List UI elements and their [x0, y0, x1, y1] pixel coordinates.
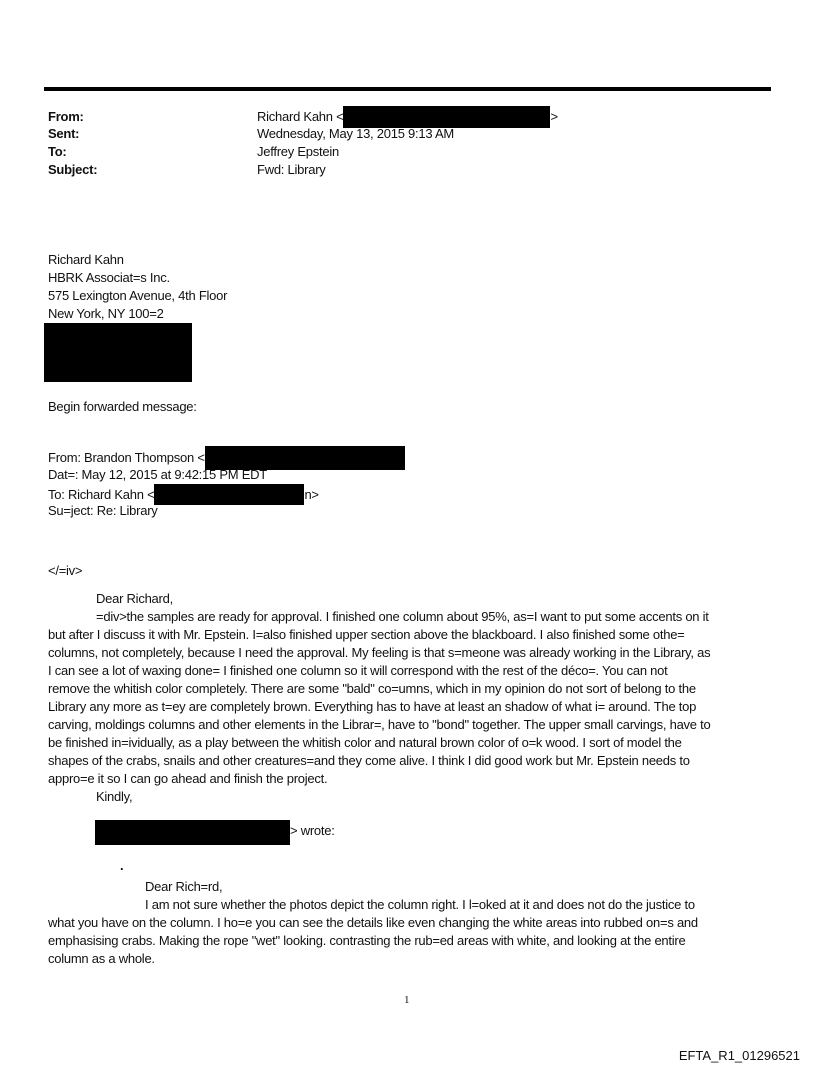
div-close: </=iv>: [48, 563, 83, 578]
body-line: emphasising crabs. Making the rope "wet" looking. contrasting the rub=ed areas with white, and looking at the entire: [48, 933, 686, 948]
fwd-to: To: Richard Kahn <: [48, 486, 155, 502]
from-tail: >: [550, 109, 558, 124]
body-line: columns, not completely, because I need the approval. My feeling is that s=meone was already working in the Library, as: [48, 645, 711, 660]
fwd-subject: Su=ject: Re: Library: [48, 503, 158, 518]
fwd-from: From: Brandon Thompson <: [48, 450, 205, 465]
body-line: carving, moldings columns and other elements in the Librar=, have to "bond" together. The upper small carvings, have to: [48, 717, 711, 732]
body-line: Library any more as t=ey are completely brown. Everything has to have at least an shadow of what i= around. The top: [48, 699, 697, 714]
bates-number: EFTA_R1_01296521: [678, 1048, 800, 1063]
body-line: I can see a lot of waxing done= I finished one column so it will correspond with the rest of the déco=. You can not: [48, 663, 668, 678]
body-line: remove the whitish color completely. There are some "bald" co=umns, which in my opinion do not sort of belong to the: [48, 681, 696, 696]
body-line: but after I discuss it with Mr. Epstein. I=also finished upper section above the blackboard. I also finished some othe=: [48, 627, 685, 642]
sent-label: Sent:: [48, 126, 80, 141]
redaction: [95, 820, 290, 845]
body-line: I am not sure whether the photos depict the column right. I l=oked at it and does not do the justice to: [145, 897, 695, 912]
dot: .: [120, 858, 124, 873]
body-line: shapes of the crabs, snails and other creatures=and they come alive. I think I did good work but Mr. Epstein needs to: [48, 753, 690, 768]
forward-intro: Begin forwarded message:: [48, 399, 197, 414]
to-label: To:: [48, 144, 67, 159]
closing: Kindly,: [96, 789, 133, 804]
greeting: Dear Rich=rd,: [145, 879, 223, 894]
from-value: Richard Kahn <: [257, 109, 344, 124]
fwd-to-tail: n>: [304, 486, 319, 502]
wrote-text: > wrote:: [290, 823, 335, 838]
signature-line: 575 Lexington Avenue, 4th Floor: [48, 288, 228, 303]
to-value: Jeffrey Epstein: [257, 144, 340, 159]
body-line: =div>the samples are ready for approval. I finished one column about 95%, as=I want to put some accents on it: [96, 609, 709, 624]
from-label: From:: [48, 109, 84, 124]
subject-label: Subject:: [48, 162, 98, 177]
fwd-date: Dat=: May 12, 2015 at 9:42:15 PM EDT: [48, 467, 267, 482]
body-line: appro=e it so I can go ahead and finish the project.: [48, 771, 328, 786]
page-number: 1: [404, 994, 410, 1006]
subject-value: Fwd: Library: [257, 162, 326, 177]
signature-line: HBRK Associat=s Inc.: [48, 270, 170, 285]
body-line: be finished in=ividually, as a play between the whitish color and natural brown color of o=k wood. I sort of model the: [48, 735, 682, 750]
redaction: [44, 323, 192, 382]
redaction: [154, 484, 304, 505]
greeting: Dear Richard,: [96, 591, 173, 606]
signature-line: Richard Kahn: [48, 252, 124, 267]
body-line: what you have on the column. I ho=e you can see the details like even changing the white areas into rubbed on=s and: [48, 915, 698, 930]
sent-value: Wednesday, May 13, 2015 9:13 AM: [257, 126, 455, 141]
body-line: column as a whole.: [48, 951, 155, 966]
header-rule: [44, 87, 771, 91]
signature-line: New York, NY 100=2: [48, 306, 164, 321]
